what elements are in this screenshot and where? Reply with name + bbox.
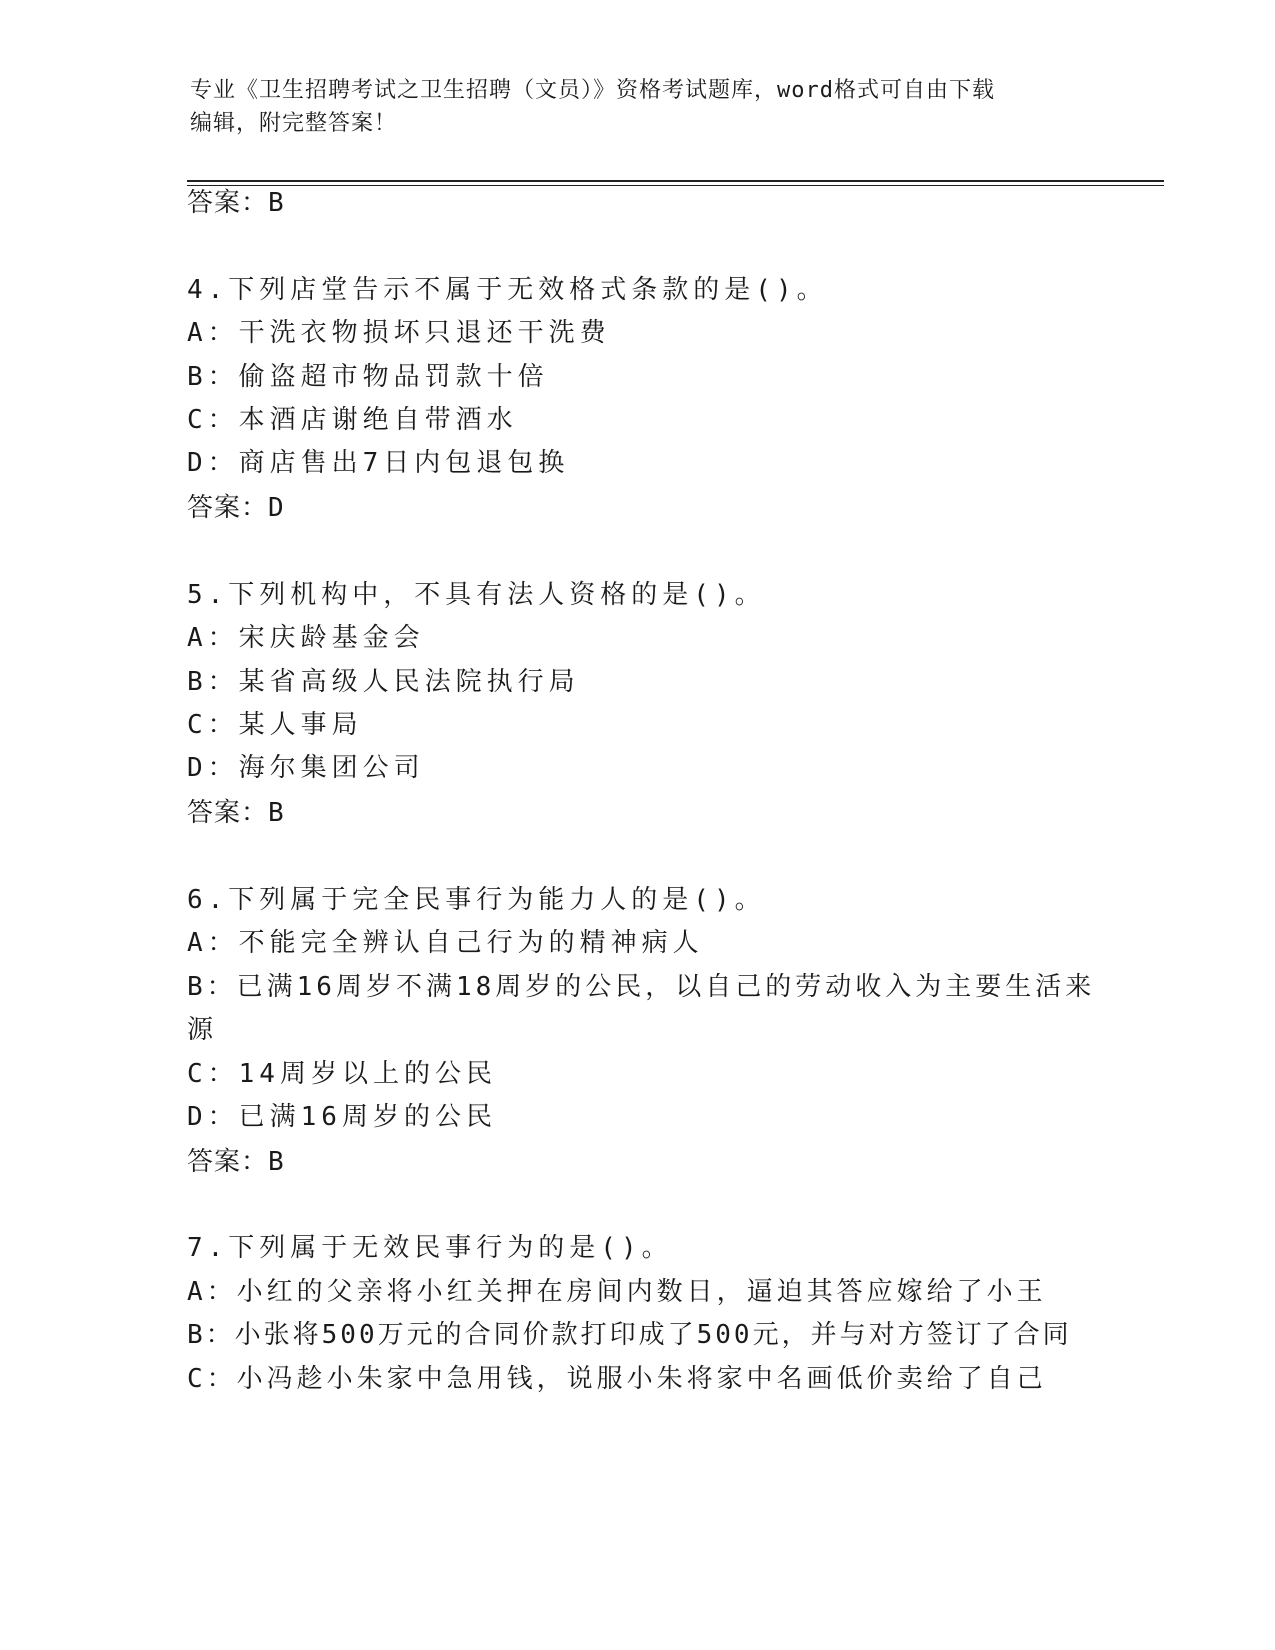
- option-b: B：已满16周岁不满18周岁的公民，以自己的劳动收入为主要生活来: [187, 972, 1096, 1002]
- question-stem: 5.下列机构中，不具有法人资格的是()。: [187, 580, 766, 610]
- document-header: [190, 74, 1090, 140]
- header-line-1: 专业《卫生招聘考试之卫生招聘（文员）》资格考试题库，word格式可自由下载: [190, 78, 995, 103]
- header-rule-thin: [187, 185, 1164, 186]
- option-c: C：某人事局: [187, 710, 363, 740]
- option-a: A：不能完全辨认自己行为的精神病人: [187, 928, 704, 958]
- option-b-continued: 源: [187, 1015, 219, 1045]
- question-stem: 6.下列属于完全民事行为能力人的是()。: [187, 885, 766, 915]
- answer-q3: 答案：B: [187, 188, 285, 218]
- question-stem: 4.下列店堂告示不属于无效格式条款的是()。: [187, 275, 828, 305]
- header-rule-thick: [187, 180, 1164, 182]
- answer-q6: 答案：B: [187, 1147, 285, 1177]
- option-b: B：某省高级人民法院执行局: [187, 667, 580, 697]
- option-a: A：小红的父亲将小红关押在房间内数日，逼迫其答应嫁给了小王: [187, 1277, 1047, 1307]
- option-c: C：14周岁以上的公民: [187, 1059, 497, 1089]
- option-d: D：商店售出7日内包退包换: [187, 448, 570, 478]
- option-a: A：宋庆龄基金会: [187, 623, 425, 653]
- option-d: D：海尔集团公司: [187, 753, 425, 783]
- answer-q4: 答案：D: [187, 493, 285, 523]
- option-a: A：干洗衣物损坏只退还干洗费: [187, 318, 611, 348]
- option-d: D：已满16周岁的公民: [187, 1102, 497, 1132]
- header-line-2: 编辑，附完整答案！: [190, 111, 398, 136]
- option-c: C：小冯趁小朱家中急用钱，说服小朱将家中名画低价卖给了自己: [187, 1364, 1047, 1394]
- option-b: B：偷盗超市物品罚款十倍: [187, 362, 549, 392]
- option-c: C：本酒店谢绝自带酒水: [187, 405, 518, 435]
- answer-q5: 答案：B: [187, 798, 285, 828]
- option-b: B：小张将500万元的合同价款打印成了500元，并与对方签订了合同: [187, 1320, 1072, 1350]
- question-stem: 7.下列属于无效民事行为的是()。: [187, 1233, 673, 1263]
